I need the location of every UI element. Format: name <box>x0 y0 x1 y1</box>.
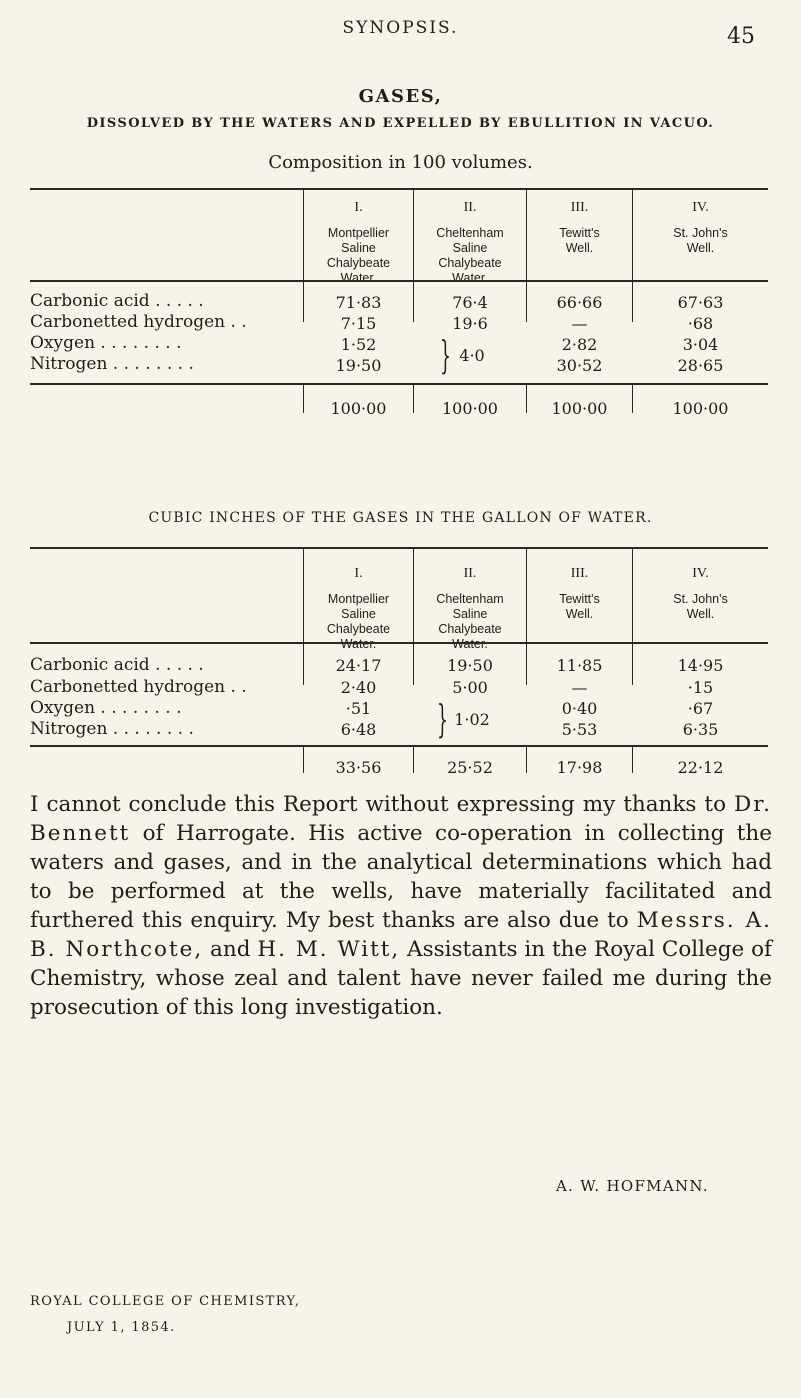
brace-icon: } <box>440 333 451 377</box>
composition-table: I. Montpellier Saline Chalybeate Water. II. Cheltenham Saline Chalybeate Water. III. Tewitt's Well. IV. St. John's Well. Carbonic acid . . . . . 71·83 76·4 66·66 67·63 Carbonetted hydrogen . . 7·15 19·6 — ·68 Oxygen . . . . . . . . 1·52 2·82 3·04 Nitrogen . . . . . . . . 19·50 30·52 28·65 } 4·0 100·00 100·00 100·00 100·00 <box>0 0 801 1</box>
closing-paragraph: I cannot conclude this Report without expressing my thanks to Dr. Bennett of Harrogate. His active co-operation in collecting the waters and gases, and in the analytical determinations which had to be performed at the wells, have materially facilitated and furthered this enquiry. My best thanks are also due to Messrs. A. B. Northcote, and H. M. Witt, Assistants in the Royal College of Chemistry, whose zeal and talent have never failed me during the prosecution of this long investigation. <box>30 792 772 1020</box>
column-numeral: III. <box>570 200 589 215</box>
cubic-inches-table: I. Montpellier Saline Chalybeate Water. II. Cheltenham Saline Chalybeate Water. III. Tewitt's Well. IV. St. John's Well. Carbonic acid . . . . . 24·17 19·50 11·85 14·95 Carbonetted hydrogen . . 2·40 5·00 — ·15 Oxygen . . . . . . . . ·51 0·40 ·67 Nitrogen . . . . . . . . 6·48 5·53 6·35 } 1·02 33·56 25·52 17·98 22·12 <box>0 0 801 1</box>
column-numeral: I. <box>354 200 363 215</box>
body-bottom-rule <box>30 383 768 385</box>
body-bottom-rule <box>30 745 768 747</box>
column-header-iv: IV. St. John's Well. <box>633 566 768 622</box>
column-numeral: II. <box>463 566 477 581</box>
name-bennett: Dr. Bennett <box>30 792 772 846</box>
header-rule <box>30 642 768 644</box>
column-numeral: IV. <box>692 566 709 581</box>
column-header-iii: III. Tewitt's Well. <box>527 566 632 622</box>
column-header-i: I. Montpellier Saline Chalybeate Water. <box>304 200 413 286</box>
merged-oxygen-nitrogen-value: 1·02 <box>454 710 490 729</box>
column-header-i: I. Montpellier Saline Chalybeate Water. <box>304 566 413 652</box>
header-rule <box>30 280 768 282</box>
gases-title: GASES, <box>358 86 443 107</box>
column-numeral: I. <box>354 566 363 581</box>
column-header-ii: II. Cheltenham Saline Chalybeate Water. <box>414 200 526 286</box>
column-header-iii: III. Tewitt's Well. <box>527 200 632 256</box>
column-numeral: II. <box>463 200 477 215</box>
college-address: ROYAL COLLEGE OF CHEMISTRY, <box>30 1294 301 1309</box>
composition-title: Composition in 100 volumes. <box>268 152 533 173</box>
table-top-rule <box>30 547 768 549</box>
signature: A. W. HOFMANN. <box>556 1177 709 1195</box>
merged-oxygen-nitrogen-value: 4·0 <box>459 346 485 365</box>
name-northcote: Messrs. A. B. Northcote, <box>30 908 772 962</box>
page-number: 45 <box>727 24 755 49</box>
column-numeral: IV. <box>692 200 709 215</box>
column-numeral: III. <box>570 566 589 581</box>
name-witt: H. M. Witt, <box>257 937 401 962</box>
dissolved-subtitle: DISSOLVED BY THE WATERS AND EXPELLED BY EBULLITION IN VACUO. <box>86 116 715 131</box>
running-header: SYNOPSIS. <box>342 18 459 38</box>
date-line: JULY 1, 1854. <box>67 1320 176 1335</box>
cubic-inches-title: CUBIC INCHES OF THE GASES IN THE GALLON OF WATER. <box>148 510 653 526</box>
column-header-ii: II. Cheltenham Saline Chalybeate Water. <box>414 566 526 652</box>
table-top-rule <box>30 188 768 190</box>
column-header-iv: IV. St. John's Well. <box>633 200 768 256</box>
brace-icon: } <box>437 697 448 741</box>
